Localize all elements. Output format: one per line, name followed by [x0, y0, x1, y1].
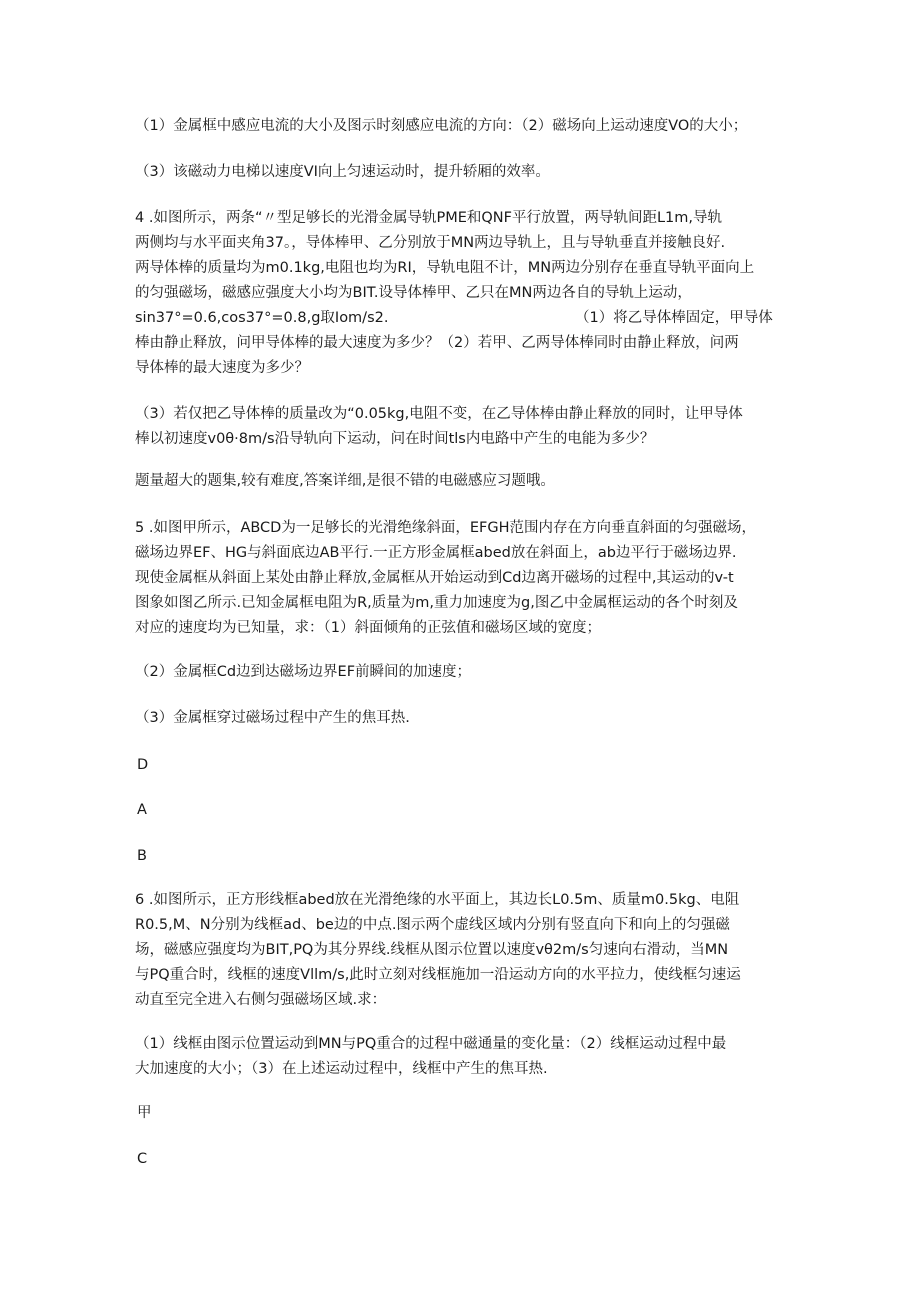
question-6-parts-line-1: （1）线框由图示位置运动到MN与PQ重合的过程中磁通量的变化量：（2）线框运动过程中最	[135, 1036, 727, 1052]
question-4-part-3-line-1: （3）若仅把乙导体棒的质量改为“0.05kg,电阻不变，在乙导体棒由静止释放的同时，让甲导体	[135, 406, 743, 422]
question-4-line-1: 4 .如图所示，两条“〃型足够长的光滑金属导轨PME和QNF平行放置，两导轨间距L1m,导轨	[135, 210, 723, 226]
figure-label-a: A	[137, 802, 147, 818]
question-3-part-1-2: （1）金属框中感应电流的大小及图示时刻感应电流的方向：（2）磁场向上运动速度VO的大小；	[135, 118, 748, 134]
question-4-line-7: 导体棒的最大速度为多少？	[135, 360, 309, 376]
question-5-line-1: 5 .如图甲所示，ABCD为一足够长的光滑绝缘斜面，EFGH范围内存在方向垂直斜面的匀强磁场，	[135, 520, 756, 536]
question-6-parts-line-2: 大加速度的大小；（3）在上述运动过程中，线框中产生的焦耳热.	[135, 1061, 548, 1077]
question-4-line-6: 棒由静止释放，问甲导体棒的最大速度为多少？（2）若甲、乙两导体棒同时由静止释放，问两	[135, 335, 739, 351]
question-4-part-3-line-2: 棒以初速度v0θ·8m∕s沿导轨向下运动，问在时间tls内电路中产生的电能为多少？	[135, 431, 655, 447]
figure-label-d: D	[137, 757, 149, 773]
question-4-line-5a: sin37°=0.6,cos37°=0.8,g取Iom∕s2.	[135, 310, 389, 326]
figure-label-jia: 甲	[137, 1105, 152, 1121]
question-5-line-2: 磁场边界EF、HG与斜面底边AB平行.一正方形金属框abed放在斜面上，ab边平行于磁场边界.	[135, 545, 737, 561]
question-6-line-1: 6 .如图所示，正方形线框abed放在光滑绝缘的水平面上，其边长L0.5m、质量m0.5kg、电阻	[135, 892, 740, 908]
question-5-line-3: 现使金属框从斜面上某处由静止释放,金属框从开始运动到Cd边离开磁场的过程中,其运动的v-t	[135, 570, 734, 586]
question-5-line-5: 对应的速度均为已知量，求：（1）斜面倾角的正弦值和磁场区域的宽度；	[135, 620, 601, 636]
question-5-part-3: （3）金属框穿过磁场过程中产生的焦耳热.	[135, 710, 410, 726]
question-6-line-5: 动直至完全进入右侧匀强磁场区域.求：	[135, 992, 387, 1008]
figure-label-c: C	[137, 1151, 148, 1167]
question-3-part-3: （3）该磁动力电梯以速度VI向上匀速运动时，提升轿厢的效率。	[135, 164, 550, 180]
question-4-line-4: 的匀强磁场，磁感应强度大小均为BIT.设导体棒甲、乙只在MN两边各自的导轨上运动，	[135, 285, 692, 301]
promo-note: 题量超大的题集,较有难度,答案详细,是很不错的电磁感应习题哦。	[135, 473, 555, 489]
question-5-part-2: （2）金属框Cd边到达磁场边界EF前瞬间的加速度；	[135, 664, 472, 680]
question-6-line-2: R0.5,M、N分别为线框ad、be边的中点.图示两个虚线区域内分别有竖直向下和向上的匀强磁	[135, 917, 730, 933]
figure-label-b: B	[137, 848, 147, 864]
question-6-line-4: 与PQ重合时，线框的速度Vllm∕s,此时立刻对线框施加一沿运动方向的水平拉力，使线框匀速运	[135, 967, 741, 983]
question-4-line-5b: （1）将乙导体棒固定，甲导体	[575, 310, 773, 326]
question-4-line-3: 两导体棒的质量均为m0.1kg,电阻也均为RI，导轨电阻不计，MN两边分别存在垂直导轨平面向上	[135, 260, 755, 276]
question-5-line-4: 图象如图乙所示.已知金属框电阻为R,质量为m,重力加速度为g,图乙中金属框运动的各个时刻及	[135, 595, 738, 611]
question-4-line-2: 两侧均与水平面夹角37。，导体棒甲、乙分别放于MN两边导轨上，且与导轨垂直并接触良好.	[135, 235, 726, 251]
question-6-line-3: 场，磁感应强度均为BIT,PQ为其分界线.线框从图示位置以速度vθ2m∕s匀速向右滑动，当MN	[135, 942, 729, 958]
